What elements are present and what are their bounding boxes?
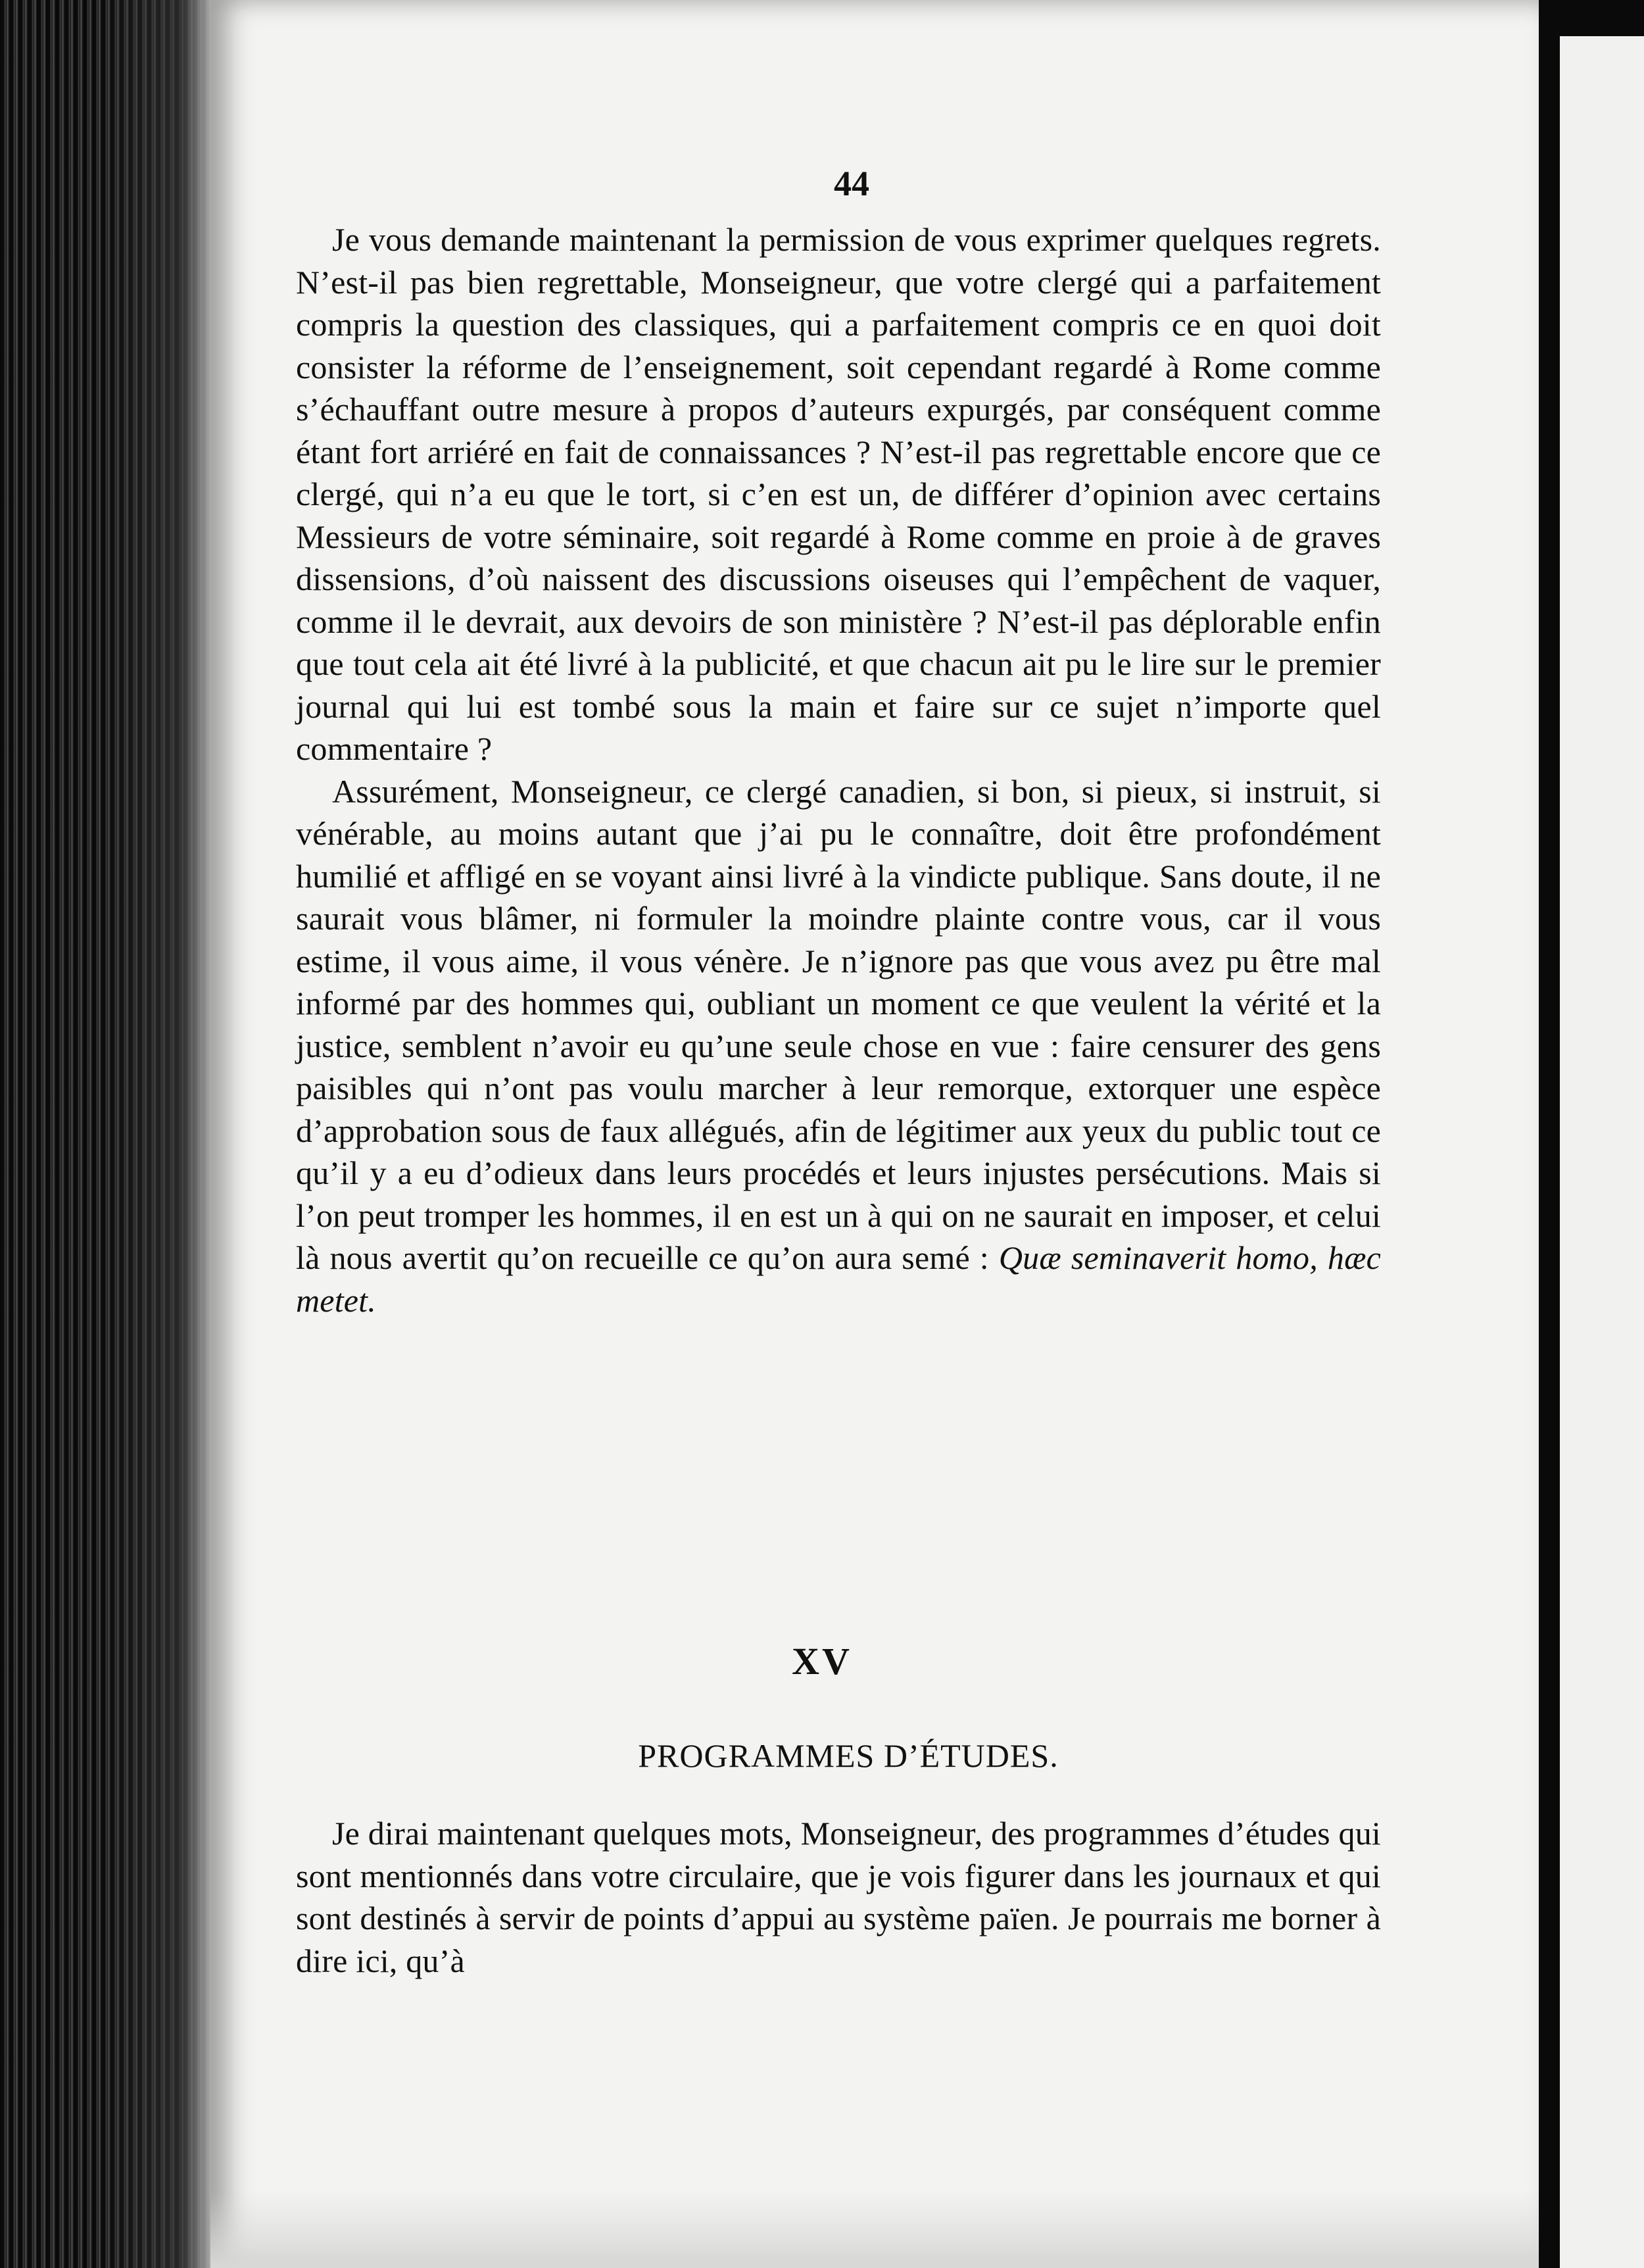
facing-page-edge <box>1560 36 1644 2268</box>
page-bottom-shadow <box>210 2190 1539 2268</box>
paragraph-clergy <box>296 770 1381 1322</box>
paragraph-clergy-text: Assurément, Monseigneur, ce clergé canadien, si bon, si pieux, si instruit, si vénérable, au moins autant que j’ai pu le connaître, doit être profondément humilié et affligé en se voyant ainsi livré à la vindicte publique. Sans doute, il ne saurait vous blâmer, ni formuler la moindre plainte contre vous, car il vous estime, il vous aime, il vous vénère. Je n’ignore pas que vous avez pu être mal informé par des hommes qui, oubliant un moment ce que veulent la vérité et la justice, semblent n’avoir eu qu’une seule chose en vue : faire censurer des gens paisibles qui n’ont pas voulu marcher à leur remorque, extorquer une espèce d’approbation sous de faux allégués, afin de légitimer aux yeux du public tout ce qu’il y a eu d’odieux dans leurs procédés et leurs injustes persécutions. Mais si l’on peut tromper les hommes, il en est un à qui on ne saurait en imposer, et celui là nous avertit qu’on recueille ce qu’on aura semé : <box>296 772 1381 1276</box>
paragraph-programmes: Je dirai maintenant quelques mots, Monseigneur, des programmes d’études qui sont mentionnés dans votre circulaire, que je vois figurer dans les journaux et qui sont destinés à servir de points d’appui au système païen. Je pourrais me borner à dire ici, qu’à <box>296 1815 1381 1979</box>
page-number: 44 <box>834 164 869 203</box>
body-text-bottom <box>296 1812 1381 1982</box>
body-text-top <box>296 218 1381 1321</box>
paragraph-regrets: Je vous demande maintenant la permission de vous exprimer quelques regrets. N’est-il pas bien regrettable, Monseigneur, que votre clergé qui a parfaitement compris la question des classiques, qui a parfaitement compris ce en quoi doit consister la réforme de l’enseignement, soit cependant regardé à Rome comme s’échauffant outre mesure à propos d’auteurs expurgés, par conséquent comme étant fort arriéré en fait de connaissances ? N’est-il pas regrettable encore que ce clergé, qui n’a eu que le tort, si c’en est un, de différer d’opinion avec certains Messieurs de votre séminaire, soit regardé à Rome comme en proie à de graves dissensions, d’où naissent des discussions oiseuses qui l’empêchent de vaquer, comme il le devrait, aux devoirs de son ministère ? N’est-il pas déplorable enfin que tout cela ait été livré à la publicité, et que chacun ait pu le lire sur le premier journal qui lui est tombé sous la main et faire sur ce sujet n’importe quel commentaire ? <box>296 221 1381 767</box>
gutter-shadow <box>99 0 217 2268</box>
section-title: PROGRAMMES D’ÉTUDES. <box>638 1737 1059 1774</box>
section-numeral: XV <box>792 1640 852 1683</box>
latin-quote: Quæ seminaverit homo, hæc metet. <box>296 1239 1382 1319</box>
